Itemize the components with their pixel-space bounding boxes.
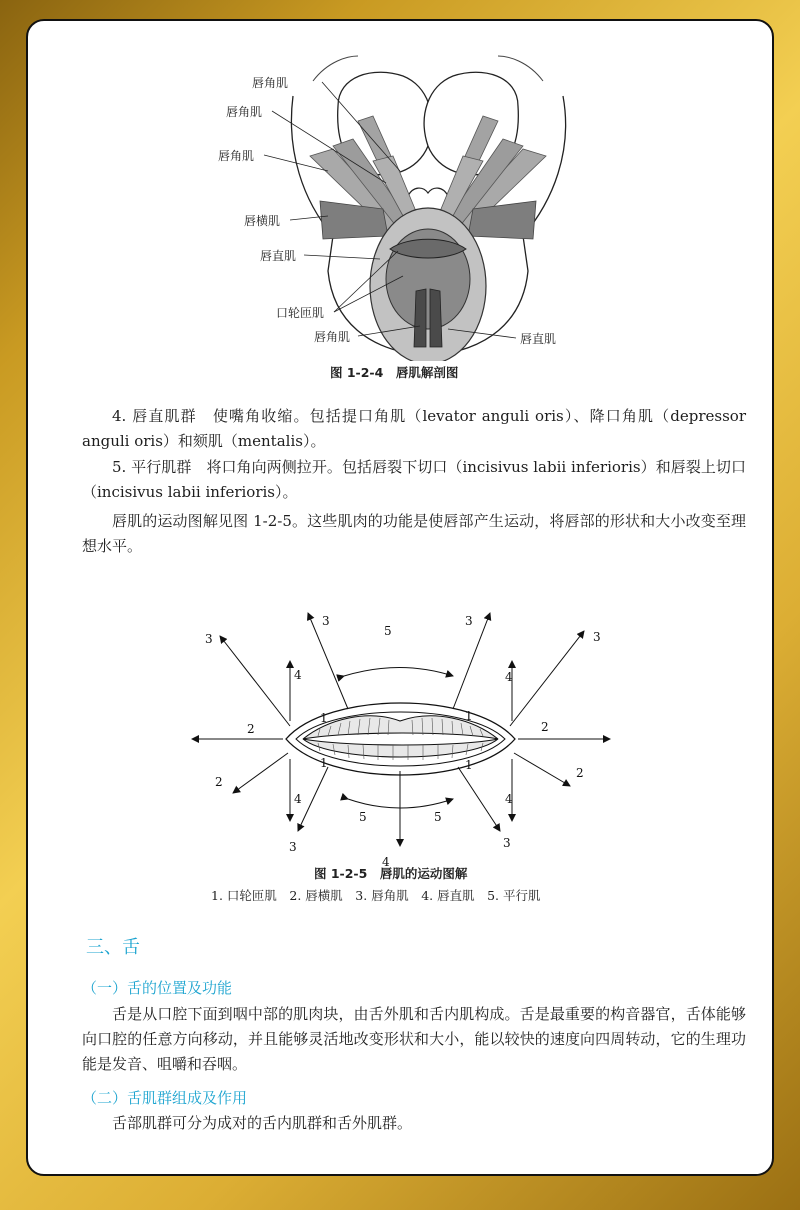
label-lip-vertical-2: 唇直肌 bbox=[520, 332, 557, 346]
num-2-br: 2 bbox=[576, 766, 584, 780]
label-lip-vertical-1: 唇直肌 bbox=[260, 249, 297, 263]
num-3-tl-in: 3 bbox=[322, 614, 330, 628]
num-5-top: 5 bbox=[384, 624, 392, 638]
num-3-tl-out: 3 bbox=[205, 632, 213, 646]
num-1-bl: 1 bbox=[320, 756, 328, 770]
section-title: 三、舌 bbox=[86, 937, 140, 958]
label-lip-angle-3: 唇角肌 bbox=[218, 149, 255, 163]
paragraph-lip-vertical: 4. 唇直肌群 使嘴角收缩。包括提口角肌（levator anguli oris）、降口角肌（depressor anguli oris）和颏肌（mentalis）。 bbox=[82, 407, 746, 450]
num-1-br: 1 bbox=[465, 758, 473, 772]
book-page bbox=[26, 19, 774, 1176]
subsection-title-1: （一）舌的位置及功能 bbox=[82, 979, 233, 997]
num-1-tr: 1 bbox=[465, 709, 473, 723]
paragraph-tongue-muscles: 舌部肌群可分为成对的舌内肌群和舌外肌群。 bbox=[112, 1114, 413, 1132]
num-4-bl: 4 bbox=[294, 792, 302, 806]
figure-caption-2: 图 1-2-5 唇肌的运动图解 bbox=[314, 866, 468, 881]
num-1-tl: 1 bbox=[320, 711, 328, 725]
figure-caption-1: 图 1-2-4 唇肌解剖图 bbox=[330, 365, 459, 380]
num-4-bottom: 4 bbox=[382, 855, 390, 869]
label-lip-angle-2: 唇角肌 bbox=[226, 105, 263, 119]
subsection-title-2: （二）舌肌群组成及作用 bbox=[82, 1089, 248, 1107]
label-lip-transverse: 唇横肌 bbox=[244, 214, 281, 228]
label-lip-angle-1: 唇角肌 bbox=[252, 76, 289, 90]
num-5-br: 5 bbox=[434, 810, 442, 824]
figure-legend: 1. 口轮匝肌 2. 唇横肌 3. 唇角肌 4. 唇直肌 5. 平行肌 bbox=[211, 888, 541, 903]
num-3-br: 3 bbox=[503, 836, 511, 850]
lip-motion-diagram bbox=[28, 581, 774, 871]
num-5-bl: 5 bbox=[359, 810, 367, 824]
num-3-bl: 3 bbox=[289, 840, 297, 854]
num-2-bl: 2 bbox=[215, 775, 223, 789]
label-orbicularis: 口轮匝肌 bbox=[276, 306, 325, 320]
lip-anatomy-illustration bbox=[28, 21, 774, 361]
paragraph-motion: 唇肌的运动图解见图 1-2-5。这些肌肉的功能是使唇部产生运动，将唇部的形状和大小改变至理想水平。 bbox=[82, 512, 746, 555]
num-3-tr-out: 3 bbox=[593, 630, 601, 644]
paragraph-tongue: 舌是从口腔下面到咽中部的肌肉块，由舌外肌和舌内肌构成。舌是最重要的构音器官，舌体能够向口腔的任意方向移动，并且能够灵活地改变形状和大小，能以较快的速度向四周转动，它的生理功能是发音、咀嚼和吞咽。 bbox=[82, 1005, 746, 1073]
num-2-right: 2 bbox=[541, 720, 549, 734]
num-4-tr: 4 bbox=[505, 670, 513, 684]
num-4-br: 4 bbox=[505, 792, 513, 806]
num-2-left: 2 bbox=[247, 722, 255, 736]
num-3-tr-in: 3 bbox=[465, 614, 473, 628]
num-4-tl: 4 bbox=[294, 668, 302, 682]
label-lip-angle-4: 唇角肌 bbox=[314, 330, 351, 344]
paragraph-parallel: 5. 平行肌群 将口角向两侧拉开。包括唇裂下切口（incisivus labii inferioris）和唇裂上切口（incisivus labii inferioris）。 bbox=[82, 458, 746, 501]
